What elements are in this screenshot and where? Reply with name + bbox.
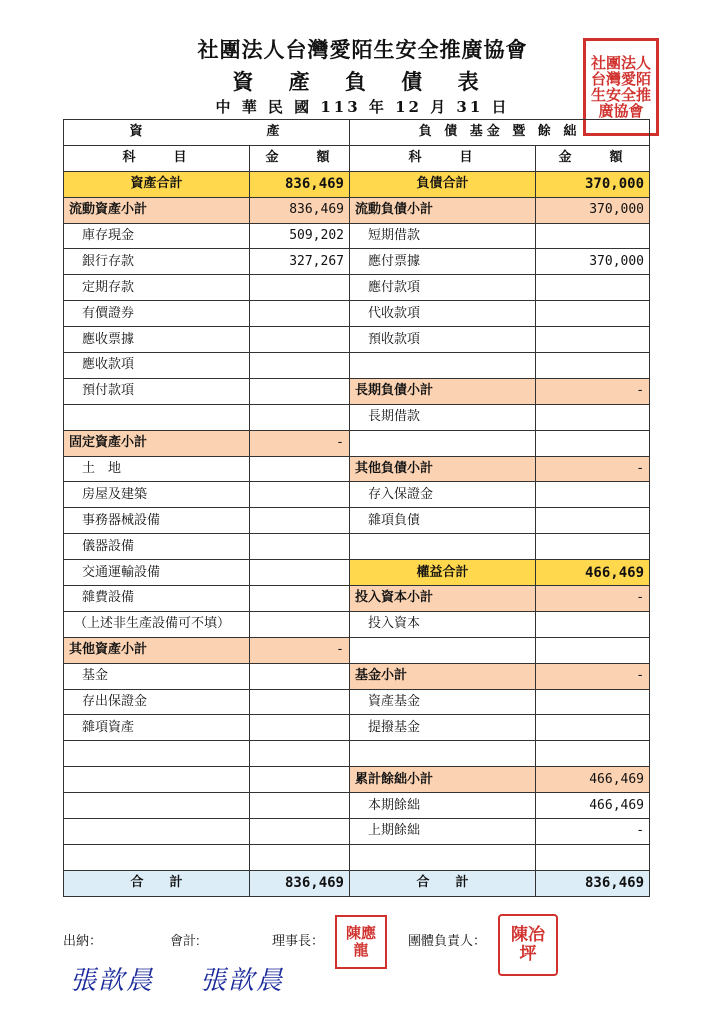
asset-amount-cell xyxy=(250,534,350,560)
asset-amount-cell xyxy=(250,767,350,793)
asset-amount-cell xyxy=(250,275,350,301)
liability-amount-cell xyxy=(536,741,650,767)
asset-subject-cell: 定期存款 xyxy=(64,275,250,301)
asset-amount-cell xyxy=(250,482,350,508)
liability-amount-cell: - xyxy=(536,378,650,404)
asset-amount-cell: 327,267 xyxy=(250,249,350,275)
table-row xyxy=(64,870,650,896)
liability-amount-cell xyxy=(536,482,650,508)
liability-subject-cell: 合 計 xyxy=(350,870,536,896)
asset-amount-cell xyxy=(250,819,350,845)
asset-subject-cell: 雜費設備 xyxy=(64,586,250,612)
asset-subject-cell xyxy=(64,819,250,845)
liability-subject-cell: 存入保證金 xyxy=(350,482,536,508)
liability-amount-cell: - xyxy=(536,456,650,482)
responsible-person-label: 團體負責人： xyxy=(408,933,487,948)
asset-amount-cell: 509,202 xyxy=(250,223,350,249)
asset-subject-cell xyxy=(64,844,250,870)
asset-amount-cell xyxy=(250,327,350,353)
asset-amount-cell xyxy=(250,508,350,534)
table-row xyxy=(64,560,650,586)
asset-subject-cell: 房屋及建築 xyxy=(64,482,250,508)
liability-subject-cell: 預收款項 xyxy=(350,327,536,353)
liability-subject-cell: 上期餘絀 xyxy=(350,819,536,845)
liability-amount-cell xyxy=(536,327,650,353)
subject-column-header: 科 目 xyxy=(350,145,536,171)
asset-subject-cell: 土 地 xyxy=(64,456,250,482)
table-row xyxy=(64,767,650,793)
asset-subject-cell: 流動資產小計 xyxy=(64,197,250,223)
asset-subject-cell: 基金 xyxy=(64,663,250,689)
asset-amount-cell xyxy=(250,301,350,327)
liability-subject-cell: 投入資本小計 xyxy=(350,586,536,612)
liability-amount-cell xyxy=(536,275,650,301)
liability-subject-cell: 短期借款 xyxy=(350,223,536,249)
table-row xyxy=(64,611,650,637)
asset-amount-cell xyxy=(250,741,350,767)
cashier-label: 出納： xyxy=(63,933,103,948)
asset-amount-cell xyxy=(250,663,350,689)
liability-amount-cell: 466,469 xyxy=(536,793,650,819)
asset-amount-cell xyxy=(250,586,350,612)
table-row xyxy=(64,301,650,327)
liability-amount-cell xyxy=(536,404,650,430)
asset-subject-cell: 應收款項 xyxy=(64,353,250,379)
liability-amount-cell: 466,469 xyxy=(536,560,650,586)
asset-subject-cell: 固定資產小計 xyxy=(64,430,250,456)
asset-amount-cell xyxy=(250,353,350,379)
liability-amount-cell: 370,000 xyxy=(536,249,650,275)
table-row xyxy=(64,223,650,249)
liability-subject-cell: 權益合計 xyxy=(350,560,536,586)
table-row xyxy=(64,586,650,612)
asset-subject-cell xyxy=(64,793,250,819)
liability-subject-cell: 代收款項 xyxy=(350,301,536,327)
liability-amount-cell xyxy=(536,301,650,327)
asset-subject-cell: 預付款項 xyxy=(64,378,250,404)
liability-amount-cell: 836,469 xyxy=(536,870,650,896)
table-row xyxy=(64,793,650,819)
amount-column-header: 金 額 xyxy=(250,145,350,171)
liability-subject-cell: 負債合計 xyxy=(350,171,536,197)
report-date: 中 華 民 國 113 年 12 月 31 日 xyxy=(215,98,510,116)
liability-subject-cell: 應付票據 xyxy=(350,249,536,275)
asset-subject-cell: 庫存現金 xyxy=(64,223,250,249)
table-row xyxy=(64,819,650,845)
liability-subject-cell: 其他負債小計 xyxy=(350,456,536,482)
asset-amount-cell: 836,469 xyxy=(250,171,350,197)
asset-amount-cell: 836,469 xyxy=(250,197,350,223)
table-row xyxy=(64,171,650,197)
chairman-seal: 陳應龍 xyxy=(335,915,387,969)
liability-subject-cell: 提撥基金 xyxy=(350,715,536,741)
asset-amount-cell xyxy=(250,689,350,715)
asset-amount-cell xyxy=(250,793,350,819)
asset-amount-cell: - xyxy=(250,430,350,456)
accountant-signature: 張歆晨 xyxy=(200,966,285,996)
cashier-signature: 張歆晨 xyxy=(70,966,155,996)
liability-amount-cell: 370,000 xyxy=(536,171,650,197)
liability-amount-cell xyxy=(536,611,650,637)
asset-subject-cell xyxy=(64,767,250,793)
table-column-header xyxy=(64,145,650,171)
liability-subject-cell: 投入資本 xyxy=(350,611,536,637)
table-row xyxy=(64,456,650,482)
asset-subject-cell: 存出保證金 xyxy=(64,689,250,715)
asset-subject-cell: 資產合計 xyxy=(64,171,250,197)
liability-subject-cell: 長期借款 xyxy=(350,404,536,430)
table-row xyxy=(64,508,650,534)
asset-amount-cell: - xyxy=(250,637,350,663)
asset-subject-cell: 交通運輸設備 xyxy=(64,560,250,586)
table-row xyxy=(64,327,650,353)
liabilities-header: 負 債 基金 暨 餘 絀 xyxy=(350,120,650,146)
asset-subject-cell: 儀器設備 xyxy=(64,534,250,560)
liability-subject-cell: 雜項負債 xyxy=(350,508,536,534)
liability-subject-cell: 累計餘絀小計 xyxy=(350,767,536,793)
responsible-person-seal: 陳冶坪 xyxy=(498,914,558,976)
liability-amount-cell xyxy=(536,508,650,534)
liability-subject-cell xyxy=(350,353,536,379)
liability-subject-cell xyxy=(350,534,536,560)
asset-amount-cell xyxy=(250,378,350,404)
balance-sheet-table xyxy=(63,119,650,897)
liability-subject-cell: 長期負債小計 xyxy=(350,378,536,404)
liability-amount-cell xyxy=(536,844,650,870)
liability-amount-cell xyxy=(536,430,650,456)
asset-subject-cell: 合 計 xyxy=(64,870,250,896)
table-row xyxy=(64,715,650,741)
liability-subject-cell xyxy=(350,430,536,456)
liability-amount-cell: - xyxy=(536,819,650,845)
liability-subject-cell: 應付款項 xyxy=(350,275,536,301)
liability-subject-cell: 資產基金 xyxy=(350,689,536,715)
asset-amount-cell xyxy=(250,560,350,586)
asset-subject-cell: （上述非生產設備可不填） xyxy=(64,611,250,637)
table-row xyxy=(64,275,650,301)
liability-amount-cell xyxy=(536,689,650,715)
liability-amount-cell xyxy=(536,715,650,741)
organization-name: 社團法人台灣愛陌生安全推廣協會 xyxy=(197,37,528,62)
table-row xyxy=(64,404,650,430)
table-row xyxy=(64,353,650,379)
liability-amount-cell: 370,000 xyxy=(536,197,650,223)
organization-seal: 社團法人台灣愛陌生安全推廣協會 xyxy=(583,38,659,136)
asset-subject-cell: 其他資產小計 xyxy=(64,637,250,663)
asset-subject-cell: 銀行存款 xyxy=(64,249,250,275)
asset-subject-cell: 雜項資產 xyxy=(64,715,250,741)
table-section-header xyxy=(64,120,650,146)
asset-subject-cell xyxy=(64,741,250,767)
table-row xyxy=(64,637,650,663)
table-row xyxy=(64,197,650,223)
table-row xyxy=(64,378,650,404)
asset-amount-cell xyxy=(250,404,350,430)
table-row xyxy=(64,689,650,715)
liability-subject-cell: 流動負債小計 xyxy=(350,197,536,223)
liability-amount-cell: 466,469 xyxy=(536,767,650,793)
table-row xyxy=(64,249,650,275)
accountant-label: 會計: xyxy=(170,933,200,948)
subject-column-header: 科 目 xyxy=(64,145,250,171)
liability-subject-cell xyxy=(350,637,536,663)
asset-subject-cell: 事務器械設備 xyxy=(64,508,250,534)
table-row xyxy=(64,663,650,689)
asset-amount-cell: 836,469 xyxy=(250,870,350,896)
asset-amount-cell xyxy=(250,715,350,741)
asset-amount-cell xyxy=(250,456,350,482)
liability-amount-cell: - xyxy=(536,663,650,689)
asset-subject-cell: 有價證券 xyxy=(64,301,250,327)
liability-subject-cell xyxy=(350,741,536,767)
asset-amount-cell xyxy=(250,611,350,637)
assets-header: 資 產 xyxy=(64,120,350,146)
table-row xyxy=(64,741,650,767)
liability-amount-cell xyxy=(536,353,650,379)
liability-subject-cell xyxy=(350,844,536,870)
chairman-label: 理事長： xyxy=(272,933,325,948)
liability-amount-cell xyxy=(536,637,650,663)
liability-subject-cell: 本期餘絀 xyxy=(350,793,536,819)
liability-subject-cell: 基金小計 xyxy=(350,663,536,689)
table-row xyxy=(64,430,650,456)
liability-amount-cell xyxy=(536,534,650,560)
liability-amount-cell: - xyxy=(536,586,650,612)
table-row xyxy=(64,534,650,560)
asset-subject-cell xyxy=(64,404,250,430)
amount-column-header: 金 額 xyxy=(536,145,650,171)
asset-amount-cell xyxy=(250,844,350,870)
asset-subject-cell: 應收票據 xyxy=(64,327,250,353)
liability-amount-cell xyxy=(536,223,650,249)
document-title: 資 產 負 債 表 xyxy=(232,69,493,94)
table-row xyxy=(64,482,650,508)
table-row xyxy=(64,844,650,870)
